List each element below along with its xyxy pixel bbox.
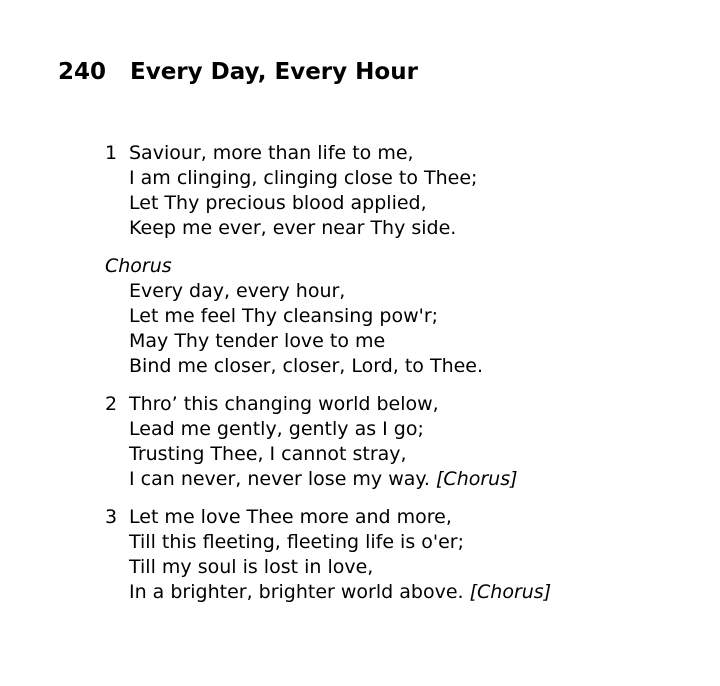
verse-line: I am clinging, clinging close to Thee; (129, 167, 478, 189)
chorus (105, 254, 705, 379)
verse-line: Trusting Thee, I cannot stray, (129, 443, 407, 465)
hymn-body (105, 141, 705, 618)
verse-2 (105, 392, 705, 492)
verse-line: Keep me ever, ever near Thy side. (129, 217, 457, 239)
verse-number: 3 (105, 506, 118, 528)
hymn-title: Every Day, Every Hour (130, 59, 418, 85)
verse-line-text: In a brighter, brighter world above. (129, 581, 464, 603)
hymn-header (58, 56, 418, 88)
chorus-line: Every day, every hour, (129, 280, 346, 302)
hymn-number: 240 (58, 59, 107, 85)
verse-line-text: I can never, never lose my way. (129, 468, 430, 490)
chorus-reference: [Chorus] (436, 468, 518, 490)
verse-3 (105, 505, 705, 605)
chorus-line: Let me feel Thy cleansing pow'r; (129, 305, 439, 327)
verse-number: 1 (105, 142, 118, 164)
chorus-line: May Thy tender love to me (129, 330, 386, 352)
verse-line: Let me love Thee more and more, (129, 506, 452, 528)
verse-line: Lead me gently, gently as I go; (129, 418, 424, 440)
chorus-line: Bind me closer, closer, Lord, to Thee. (129, 355, 484, 377)
chorus-reference: [Chorus] (469, 581, 552, 603)
verse-line: Till my soul is lost in love, (129, 556, 374, 578)
verse-line: Thro’ this changing world below, (129, 393, 439, 415)
verse-1 (105, 141, 705, 241)
verse-number: 2 (105, 393, 118, 415)
verse-line: Saviour, more than life to me, (129, 142, 414, 164)
chorus-label: Chorus (105, 255, 172, 277)
verse-line: Let Thy precious blood applied, (129, 192, 427, 214)
verse-line (129, 467, 705, 492)
verse-line (129, 580, 705, 605)
verse-line: Till this fleeting, fleeting life is o'er; (129, 531, 465, 553)
